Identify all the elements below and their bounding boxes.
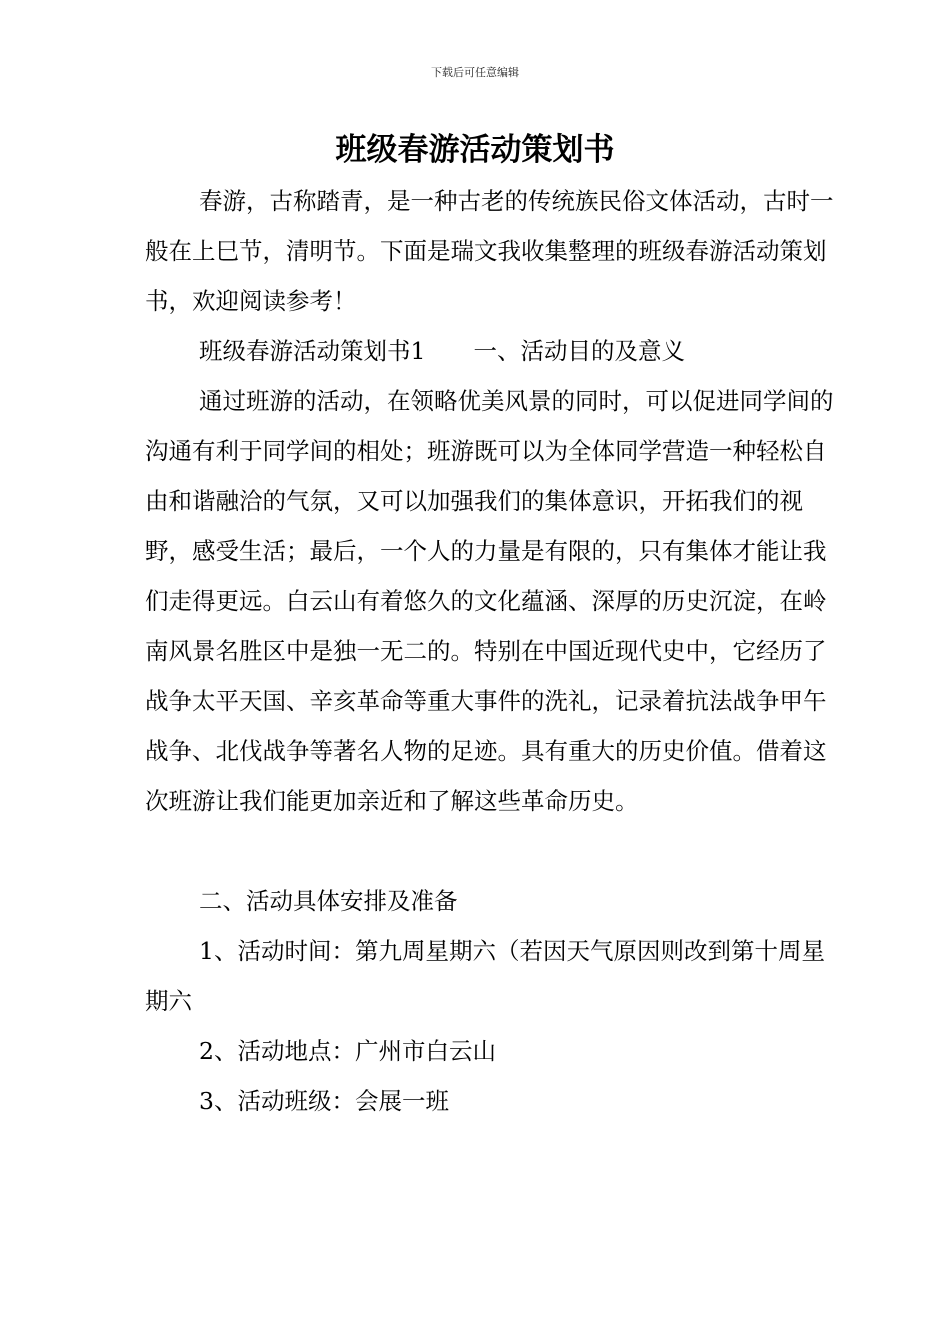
intro-paragraph: 春游，古称踏青，是一种古老的传统族民俗文体活动，古时一般在上巳节，清明节。下面是瑞文我收集整理的班级春游活动策划书，欢迎阅读参考！ — [145, 187, 834, 315]
list-item-class: 3、活动班级：会展一班 — [199, 1087, 449, 1115]
plan-label: 班级春游活动策划书1 — [199, 337, 426, 365]
section-1-heading: 一、活动目的及意义 — [473, 337, 685, 365]
section-2-heading: 二、活动具体安排及准备 — [199, 887, 458, 915]
section-spacer — [145, 826, 835, 876]
list-item-time: 1、活动时间：第九周星期六（若因天气原因则改到第十周星期六 — [145, 937, 825, 1015]
header-note: 下载后可任意编辑 — [431, 66, 519, 79]
list-item-location: 2、活动地点：广州市白云山 — [199, 1037, 496, 1065]
document-body — [145, 176, 835, 1126]
document-title: 班级春游活动策划书 — [335, 132, 615, 168]
section-1-paragraph: 通过班游的活动，在领略优美风景的同时，可以促进同学间的沟通有利于同学间的相处；班游既可以为全体同学营造一种轻松自由和谐融洽的气氛，又可以加强我们的集体意识，开拓我们的视野，感受生活；最后，一个人的力量是有限的，只有集体才能让我们走得更远。白云山有着悠久的文化蕴涵、深厚的历史沉淀，在岭南风景名胜区中是独一无二的。特别在中国近现代史中，它经历了战争太平天国、辛亥革命等重大事件的洗礼，记录着抗法战争甲午战争、北伐战争等著名人物的足迹。具有重大的历史价值。借着这次班游让我们能更加亲近和了解这些革命历史。 — [145, 387, 834, 815]
section-1-heading-line — [145, 326, 835, 376]
